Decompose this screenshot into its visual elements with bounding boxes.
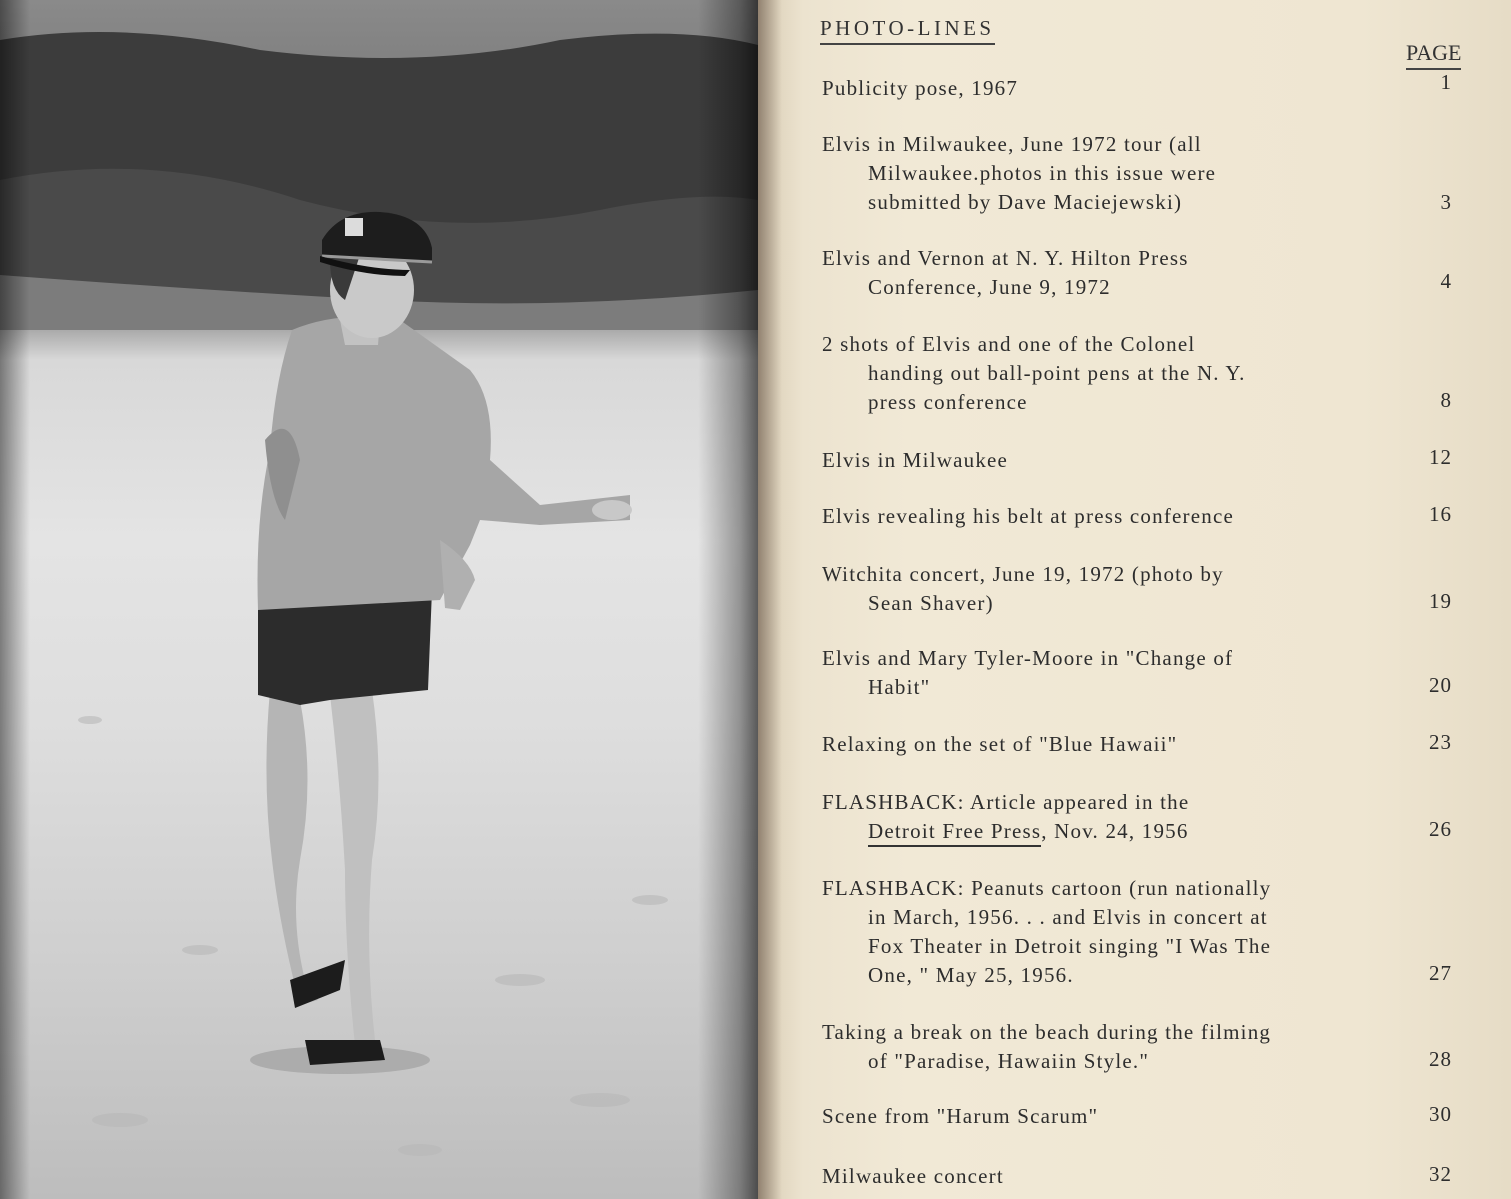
list-item bbox=[822, 1162, 1502, 1191]
entry-line: Scene from "Harum Scarum" bbox=[822, 1104, 1099, 1128]
entry-line: Milwaukee.photos in this issue were bbox=[868, 161, 1217, 185]
entry-line: Milwaukee concert bbox=[822, 1164, 1004, 1188]
gutter-shadow bbox=[758, 0, 782, 1199]
entry-page-number: 1 bbox=[1440, 70, 1452, 94]
list-item bbox=[822, 1102, 1502, 1131]
entry-page-number: 27 bbox=[1429, 961, 1452, 985]
entry-page-number: 20 bbox=[1429, 673, 1452, 697]
entry-line: Elvis and Mary Tyler-Moore in "Change of bbox=[822, 646, 1234, 670]
entry-line: press conference bbox=[868, 390, 1028, 414]
list-item bbox=[822, 130, 1502, 217]
list-item bbox=[822, 560, 1502, 618]
entry-line: Fox Theater in Detroit singing "I Was The bbox=[868, 934, 1272, 958]
entry-line: FLASHBACK: Article appeared in the bbox=[822, 790, 1190, 814]
entry-line: Habit" bbox=[868, 675, 931, 699]
list-item bbox=[822, 730, 1502, 759]
entry-line: handing out ball-point pens at the N. Y. bbox=[868, 361, 1246, 385]
list-item bbox=[822, 70, 1502, 103]
entry-line: Elvis in Milwaukee, June 1972 tour (all bbox=[822, 132, 1202, 156]
entry-line: Witchita concert, June 19, 1972 (photo by bbox=[822, 562, 1224, 586]
list-item bbox=[822, 874, 1502, 990]
entry-page-number: 4 bbox=[1440, 269, 1452, 293]
entry-line: FLASHBACK: Peanuts cartoon (run nationally bbox=[822, 876, 1272, 900]
list-item bbox=[822, 330, 1502, 417]
entry-line: Relaxing on the set of "Blue Hawaii" bbox=[822, 732, 1178, 756]
entry-page-number: 32 bbox=[1429, 1162, 1452, 1186]
list-item bbox=[822, 502, 1502, 531]
entry-page-number: 19 bbox=[1429, 589, 1452, 613]
entry-line: 2 shots of Elvis and one of the Colonel bbox=[822, 332, 1196, 356]
entry-page-number: 28 bbox=[1429, 1047, 1452, 1071]
page-title: PHOTO-LINES bbox=[820, 16, 995, 45]
entry-page-number: 8 bbox=[1440, 388, 1452, 412]
entry-page-number: 3 bbox=[1440, 190, 1452, 214]
entry-line: Elvis and Vernon at N. Y. Hilton Press bbox=[822, 246, 1189, 270]
entry-line: of "Paradise, Hawaiin Style." bbox=[868, 1049, 1150, 1073]
entry-line-rest: , Nov. 24, 1956 bbox=[1041, 819, 1189, 843]
entry-line: Publicity pose, 1967 bbox=[822, 76, 1019, 100]
entry-line: Sean Shaver) bbox=[868, 591, 994, 615]
entry-line: One, " May 25, 1956. bbox=[868, 963, 1074, 987]
entry-page-number: 16 bbox=[1429, 502, 1452, 526]
spine-shadow bbox=[698, 0, 758, 1199]
entry-page-number: 26 bbox=[1429, 817, 1452, 841]
list-item bbox=[822, 446, 1502, 475]
list-item bbox=[822, 244, 1502, 302]
entry-page-number: 12 bbox=[1429, 445, 1452, 469]
entry-line bbox=[822, 817, 1502, 846]
list-item bbox=[822, 644, 1502, 702]
newspaper-name: Detroit Free Press bbox=[868, 819, 1041, 847]
page-edge-shadow bbox=[0, 0, 30, 1199]
photo-lines-page bbox=[758, 0, 1511, 1199]
entry-line: Conference, June 9, 1972 bbox=[868, 275, 1111, 299]
entry-page-number: 23 bbox=[1429, 730, 1452, 754]
list-item bbox=[822, 788, 1502, 846]
entry-page-number: 30 bbox=[1429, 1102, 1452, 1126]
list-item bbox=[822, 1018, 1502, 1076]
entry-line: in March, 1956. . . and Elvis in concert at bbox=[868, 905, 1268, 929]
page-column-heading: PAGE bbox=[1406, 40, 1461, 70]
entry-line: Elvis revealing his belt at press conference bbox=[822, 504, 1234, 528]
entry-line: Taking a break on the beach during the filming bbox=[822, 1020, 1272, 1044]
entry-line: Elvis in Milwaukee bbox=[822, 448, 1009, 472]
entry-line: submitted by Dave Maciejewski) bbox=[868, 190, 1183, 214]
